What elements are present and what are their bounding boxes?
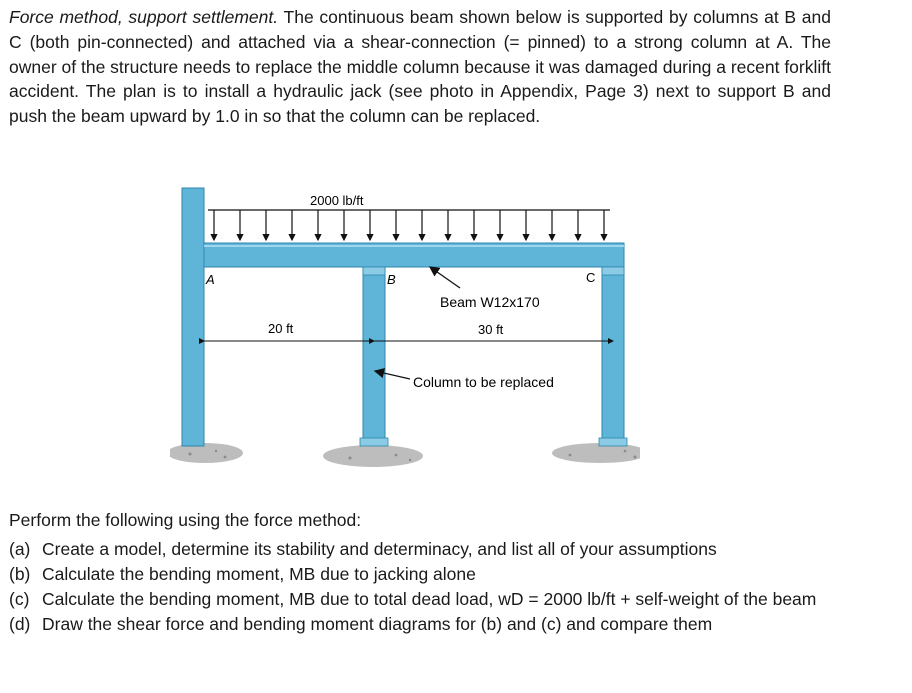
distributed-load bbox=[208, 210, 610, 240]
problem-title: Force method, support settlement. bbox=[9, 7, 279, 27]
column-a bbox=[182, 188, 204, 446]
task-item bbox=[9, 612, 889, 637]
beam-pointer bbox=[430, 267, 460, 288]
beam-diagram bbox=[170, 183, 640, 483]
task-label: (a) bbox=[9, 539, 31, 559]
label-a: A bbox=[206, 272, 215, 287]
task-label: (d) bbox=[9, 614, 31, 634]
task-text: Create a model, determine its stability and determinacy, and list all of your assumptions bbox=[42, 539, 717, 559]
task-label: (c) bbox=[9, 589, 30, 609]
task-item bbox=[9, 537, 889, 562]
task-item bbox=[9, 587, 889, 612]
problem-statement bbox=[9, 5, 831, 129]
task-text: Draw the shear force and bending moment diagrams for (b) and (c) and compare them bbox=[42, 614, 713, 634]
span-bc-label: 30 ft bbox=[478, 322, 504, 337]
label-c: C bbox=[586, 270, 596, 285]
problem-body: The continuous beam shown below is supported by columns at B and C (both pin-connected) and attached via a shear-connection (= pinned) to a strong column at A. The owner of the structure needs to replace the middle column because it was damaged during a recent forklift accident. The plan is to install a hydraulic jack (see photo in Appendix, Page 3) next to support B and push the beam upward by 1.0 in so that the column can be replaced. bbox=[9, 7, 831, 127]
label-b: B bbox=[387, 272, 396, 287]
beam-figure bbox=[170, 183, 640, 483]
beam-label: Beam W12x170 bbox=[440, 294, 540, 310]
task-text: Calculate the bending moment, MB due to total dead load, wD = 2000 lb/ft + self-weight of the beam bbox=[42, 589, 817, 609]
span-ab-label: 20 ft bbox=[268, 321, 294, 336]
task-list bbox=[9, 508, 889, 637]
load-label: 2000 lb/ft bbox=[310, 193, 364, 208]
ground bbox=[170, 443, 640, 467]
task-text: Calculate the bending moment, MB due to jacking alone bbox=[42, 564, 476, 584]
task-label: (b) bbox=[9, 564, 31, 584]
column-c bbox=[602, 267, 624, 445]
column-b bbox=[363, 267, 385, 445]
task-lead: Perform the following using the force method: bbox=[9, 510, 362, 530]
task-item bbox=[9, 562, 889, 587]
column-label: Column to be replaced bbox=[413, 374, 554, 390]
